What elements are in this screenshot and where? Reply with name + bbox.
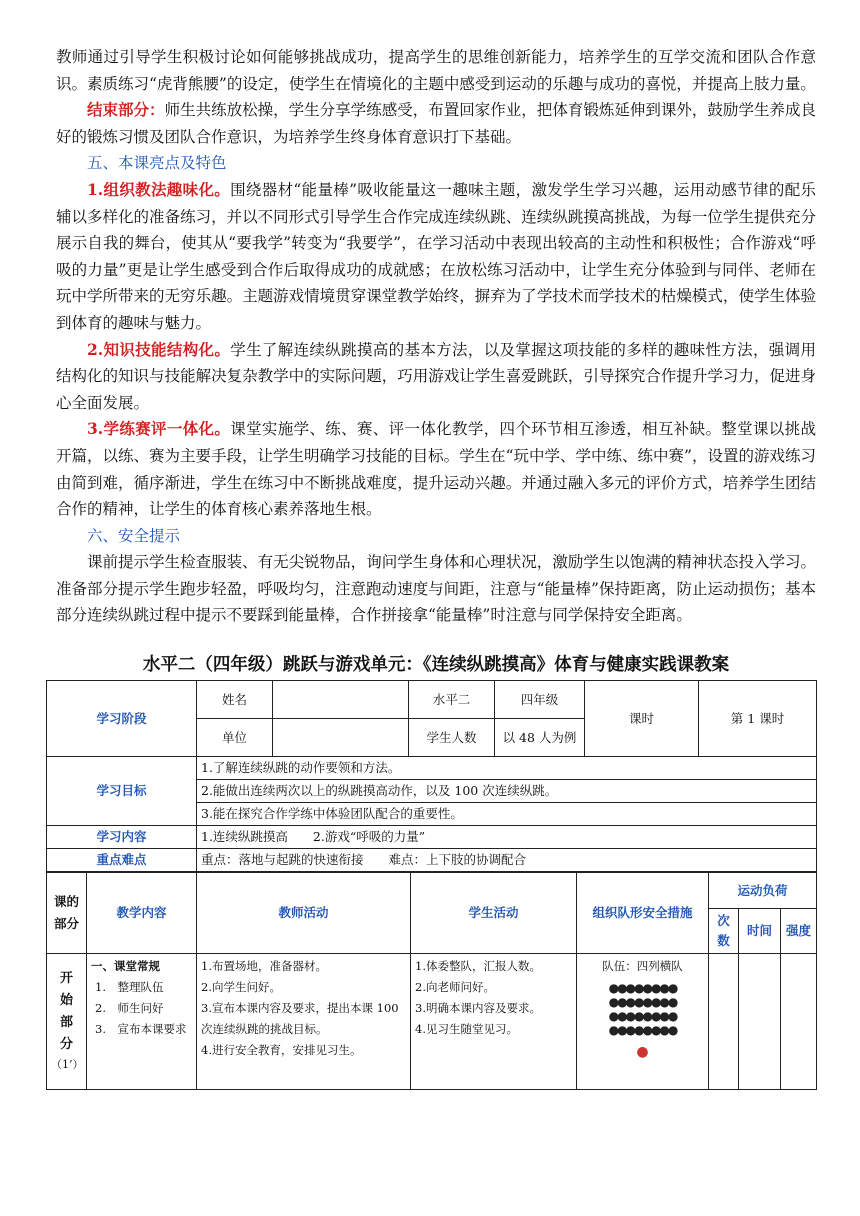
student-act-3: 3.明确本课内容及要求。	[415, 1001, 541, 1016]
students-value: 以 48 人为例	[495, 719, 585, 757]
routine-title: 一、课堂常规	[91, 959, 160, 974]
part-time: （1’）	[51, 1058, 84, 1072]
col-content: 教学内容	[87, 873, 197, 954]
col-part: 课的部分	[47, 873, 87, 954]
paragraph-intro: 教师通过引导学生积极讨论如何能够挑战成功，提高学生的思维创新能力，培养学生的互学交流和团队合作意识。素质练习“虎背熊腰”的设定，使学生在情境化的主题中感受到运动的乐趣与成功的喜悦，并提高上肢力量。	[56, 48, 816, 93]
highlight-1	[56, 177, 816, 337]
stage-label: 学习阶段	[47, 681, 197, 757]
routine-item-1: 1. 整理队伍	[95, 980, 164, 995]
formation-label: 队伍：四列横队	[602, 959, 683, 974]
formation-cell	[577, 954, 709, 1090]
col-org: 组织队形安全措施	[577, 873, 709, 954]
teacher-act-3: 3.宣布本课内容及要求，提出本课 100 次连续纵跳的挑战目标。	[201, 1001, 399, 1037]
highlight-3-label: 3.学练赛评一体化。	[87, 419, 231, 439]
content-label: 学习内容	[47, 826, 197, 849]
col-load: 运动负荷	[709, 873, 817, 909]
col-intensity: 强度	[781, 909, 817, 954]
lesson-plan-table	[46, 680, 817, 872]
key-label: 重点难点	[47, 849, 197, 872]
period-value: 第 1 课时	[699, 681, 817, 757]
teacher-acts	[197, 954, 411, 1090]
routine-item-2: 2. 师生问好	[95, 1001, 164, 1016]
formation-diagram-icon: ●●●●●●●● ●●●●●●●● ●●●●●●●● ●●●●●●●● ●	[608, 981, 677, 1061]
highlight-2-text: 学生了解连续纵跳摸高的基本方法，以及掌握这项技能的多样的趣味性方法，强调用结构化的知识与技能解决复杂教学中的实际问题，巧用游戏让学生喜爱跳跃，引导探究合作提升学习力，促进身心全面发展。	[56, 340, 816, 412]
highlight-1-label: 1.组织教法趣味化。	[87, 179, 231, 199]
student-acts	[411, 954, 577, 1090]
goal-1: 1.了解连续纵跳的动作要领和方法。	[197, 757, 817, 780]
teacher-act-4: 4.进行安全教育，安排见习生。	[201, 1043, 362, 1058]
content-value: 1.连续纵跳摸高 2.游戏“呼吸的力量”	[197, 826, 817, 849]
highlight-2	[56, 337, 816, 417]
teacher-act-1: 1.布置场地，准备器材。	[201, 959, 327, 974]
students-label: 学生人数	[409, 719, 495, 757]
part-name: 开始部分	[59, 971, 73, 1053]
key-value: 重点：落地与起跳的快速衔接 难点：上下肢的协调配合	[197, 849, 817, 872]
highlight-3	[56, 416, 816, 522]
part-cell	[47, 954, 87, 1090]
times-value	[709, 954, 739, 1090]
student-act-2: 2.向老师问好。	[415, 980, 495, 995]
routine-item-3: 3. 宣布本课要求	[95, 1022, 187, 1037]
period-label: 课时	[585, 681, 699, 757]
highlight-3-text: 课堂实施学、练、赛、评一体化教学，四个环节相互渗透，相互补缺。整堂课以挑战开篇，以练、赛为主要手段，让学生明确学习技能的目标。学生在“玩中学、学中练、练中赛”，设置的游戏练习由简到难，循序渐进，学生在练习中不断挑战难度，提升运动兴趣。并通过融入多元的评价方式，培养学生团结合作的精神，让学生的体育核心素养落地生根。	[56, 420, 816, 519]
teacher-act-2: 2.向学生问好。	[201, 980, 281, 995]
col-student: 学生活动	[411, 873, 577, 954]
student-act-1: 1.体委整队，汇报人数。	[415, 959, 541, 974]
grade-value: 四年级	[495, 681, 585, 719]
unit-label: 单位	[197, 719, 273, 757]
col-times: 次数	[709, 909, 739, 954]
goals-label: 学习目标	[47, 757, 197, 826]
name-value	[273, 681, 409, 719]
teacher-icon: ●	[636, 1044, 649, 1061]
intensity-value	[781, 954, 817, 1090]
highlight-1-text: 围绕器材“能量棒”吸收能量这一趣味主题，激发学生学习兴趣，运用动感节律的配乐辅以多样化的准备练习，并以不同形式引导学生合作完成连续纵跳、连续纵跳摸高挑战，为每一位学生提供充分展示自我的舞台，使其从“要我学”转变为“我要学”，在学习活动中表现出较高的主动性和积极性；合作游戏“呼吸的力量”更是让学生感受到合作后取得成功的成就感；在放松练习活动中，让学生充分体验到与同伴、老师在玩中学所带来的无穷乐趣。主题游戏情境贯穿课堂教学始终，摒弃为了学技术而学技术的枯燥模式，使学生体验到体育的趣味与魅力。	[56, 180, 816, 332]
col-time: 时间	[739, 909, 781, 954]
goal-3: 3.能在探究合作学练中体验团队配合的重要性。	[197, 803, 817, 826]
level-value: 水平二	[409, 681, 495, 719]
ending-text: 师生共练放松操，学生分享学练感受，布置回家作业，把体育锻炼延伸到课外，鼓励学生养成良好的锻炼习惯及团队合作意识，为培养学生终身体育意识打下基础。	[56, 101, 816, 146]
goal-2: 2.能做出连续两次以上的纵跳摸高动作，以及 100 次连续纵跳。	[197, 780, 817, 803]
heading-safety: 六、安全提示	[87, 526, 181, 545]
highlight-2-label: 2.知识技能结构化。	[87, 339, 231, 359]
student-act-4: 4.见习生随堂见习。	[415, 1022, 518, 1037]
document-page	[51, 44, 816, 1090]
routine-cell	[87, 954, 197, 1090]
paragraph-ending	[56, 97, 816, 150]
col-teacher: 教师活动	[197, 873, 411, 954]
unit-value	[273, 719, 409, 757]
heading-highlights: 五、本课亮点及特色	[87, 154, 227, 173]
ending-label: 结束部分：	[87, 100, 165, 120]
paragraph-safety: 课前提示学生检查服装、有无尖锐物品，询问学生身体和心理状况，激励学生以饱满的精神状态投入学习。准备部分提示学生跑步轻盈，呼吸均匀，注意跑动速度与间距，注意与“能量棒”保持距离，防止运动损伤；基本部分连续纵跳过程中提示不要踩到能量棒，合作拼接拿“能量棒”时注意与同学保持安全距离。	[56, 553, 816, 625]
time-value	[739, 954, 781, 1090]
lesson-plan-title: 水平二（四年级）跳跃与游戏单元：《连续纵跳摸高》体育与健康实践课教案	[142, 655, 730, 676]
name-label: 姓名	[197, 681, 273, 719]
lesson-process-table	[46, 872, 817, 1090]
